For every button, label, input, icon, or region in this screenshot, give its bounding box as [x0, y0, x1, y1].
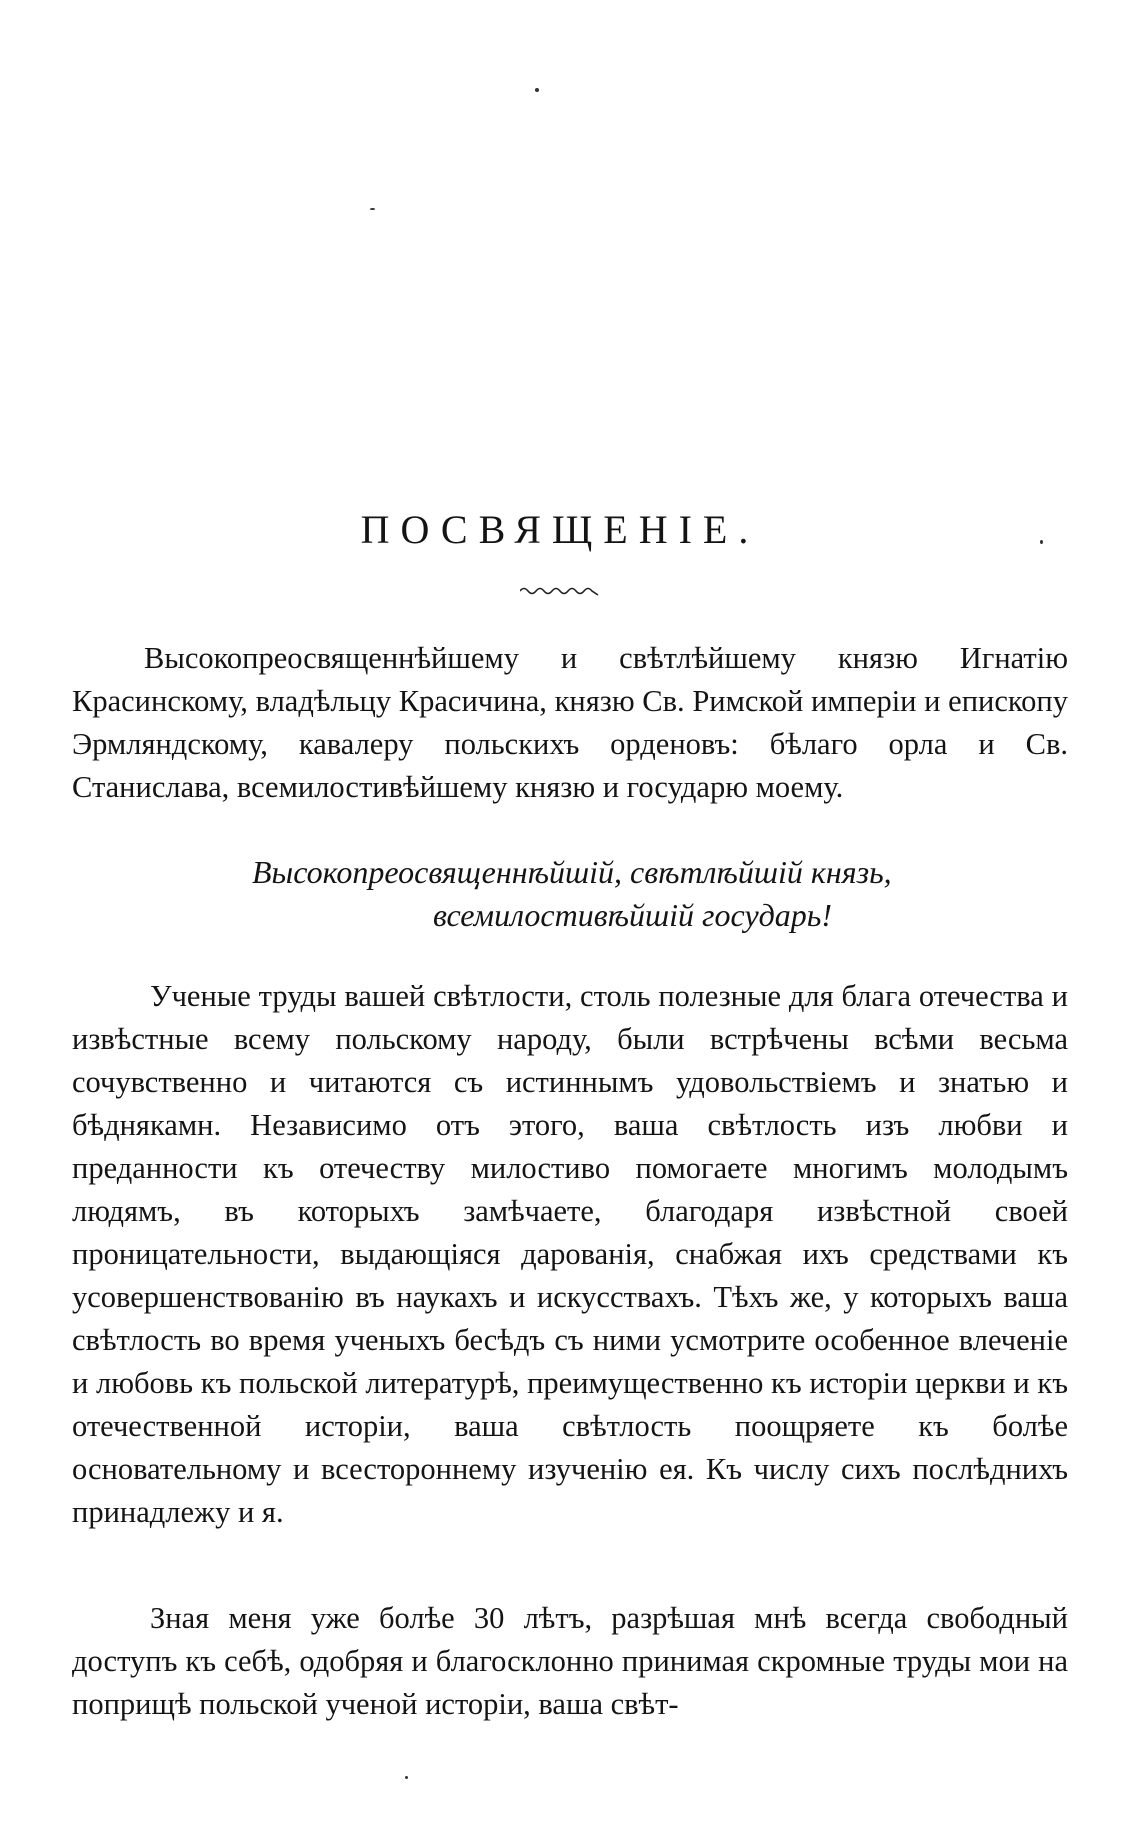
title-ornament: [520, 584, 600, 598]
salutation-line-1: Высокопреосвященнѣйшій, свѣтлѣйшій князь,: [252, 854, 892, 890]
print-speck: [405, 1776, 408, 1779]
page-title: ПОСВЯЩЕНІЕ.: [360, 507, 760, 552]
print-speck: [370, 208, 375, 210]
body-paragraph-2: Зная меня уже болѣе 30 лѣтъ, разрѣшая мнѣ всегда свободный доступъ къ себѣ, одобряя и благосклонно принимая скромные труды мои на поприщѣ польской ученой исторіи, ваша свѣт-: [72, 1601, 1068, 1721]
salutation-line-2: всемилостивѣйшій государь!: [433, 897, 832, 933]
dedication-paragraph: Высокопреосвященнѣйшему и свѣтлѣйшему князю Игнатію Красинскому, владѣльцу Красичина, князю Св. Римской имперіи и епископу Эрмляндскому, кавалеру польскихъ орденовъ: бѣлаго орла и Св. Станислава, всемилостивѣйшему князю и государю моему.: [72, 641, 1068, 804]
body-paragraph-1: Ученые труды вашей свѣтлости, столь полезные для блага отечества и извѣстные всему польскому народу, были встрѣчены всѣми весьма сочувственно и читаются съ истиннымъ удовольствіемъ и знатью и бѣднякамн. Независимо отъ этого, ваша свѣтлость изъ любви и преданности къ отечеству милостиво помогаете многимъ молодымъ людямъ, въ которыхъ замѣчаете, благодаря извѣстной своей проницательности, выдающіяся дарованія, снабжая ихъ средствами къ усовершенствованію въ наукахъ и искусствахъ. Тѣхъ же, у которыхъ ваша свѣтлость во время ученыхъ бесѣдъ съ ними усмотрите особенное влеченіе и любовь къ польской литературѣ, преимущественно къ исторіи церкви и къ отечественной исторіи, ваша свѣтлость поощряете къ болѣе основательному и всестороннему изученію ея. Къ числу сихъ послѣднихъ принадлежу и я.: [72, 979, 1068, 1529]
print-speck: [535, 88, 539, 92]
